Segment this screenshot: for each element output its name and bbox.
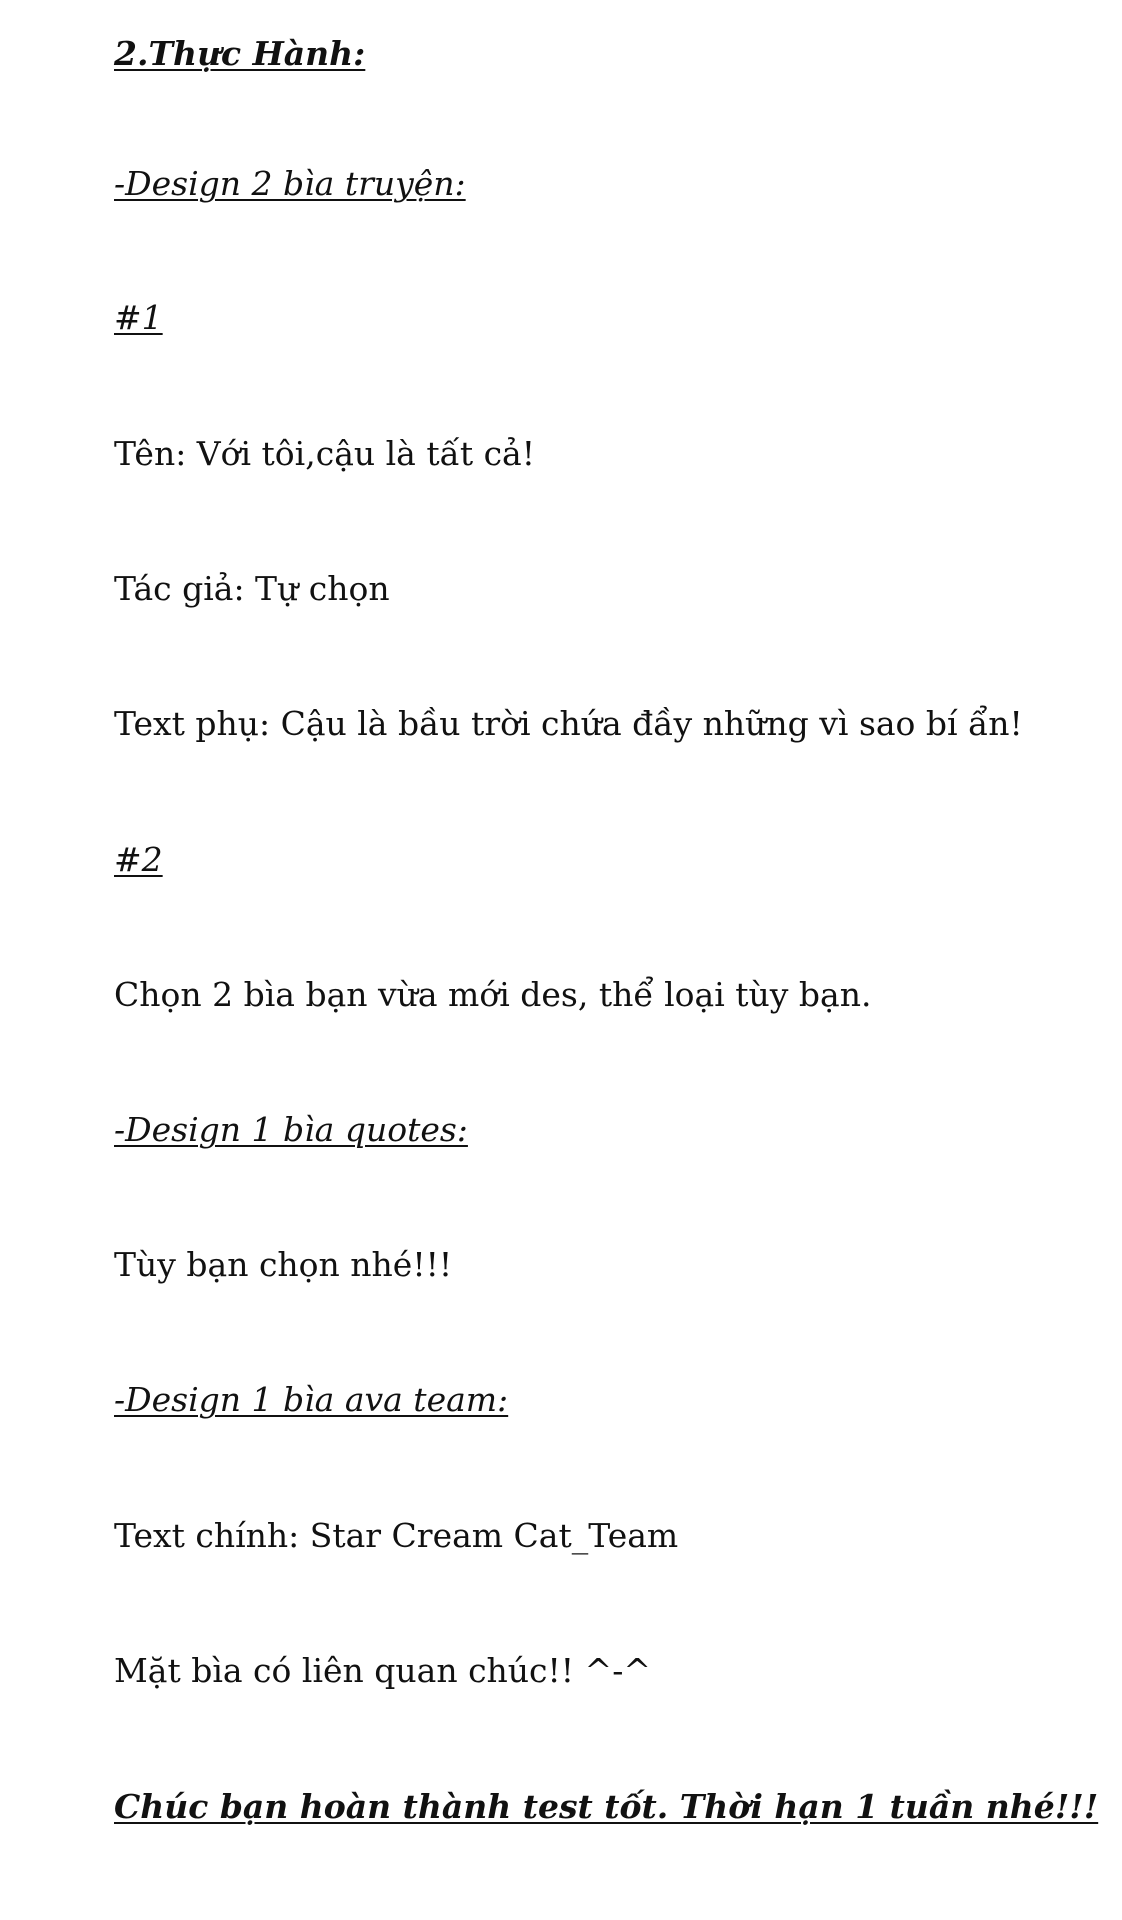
cover-2-instruction-line: Chọn 2 bìa bạn vừa mới des, thể loại tùy bạn. [114,975,872,1014]
team-cover-note-line: Mặt bìa có liên quan chúc!! ^-^ [114,1651,652,1690]
cover-1-title-line: Tên: Với tôi,cậu là tất cả! [114,434,535,473]
cover-1-label: #1 [114,298,163,337]
team-cover-heading: -Design 1 bìa ava team: [114,1380,509,1419]
closing-line: Chúc bạn hoàn thành test tốt. Thời hạn 1 tuần nhé!!! [114,1787,1099,1826]
story-covers-heading: -Design 2 bìa truyện: [114,164,466,203]
quotes-cover-heading: -Design 1 bìa quotes: [114,1110,468,1149]
cover-1-author-line: Tác giả: Tự chọn [114,569,390,608]
cover-2-label: #2 [114,840,163,879]
section-title: 2.Thực Hành: [114,34,366,73]
team-cover-main-text-line: Text chính: Star Cream Cat_Team [114,1516,679,1555]
cover-1-subtext-line: Text phụ: Cậu là bầu trời chứa đầy những vì sao bí ẩn! [114,704,1023,743]
quotes-cover-instruction-line: Tùy bạn chọn nhé!!! [114,1245,453,1284]
